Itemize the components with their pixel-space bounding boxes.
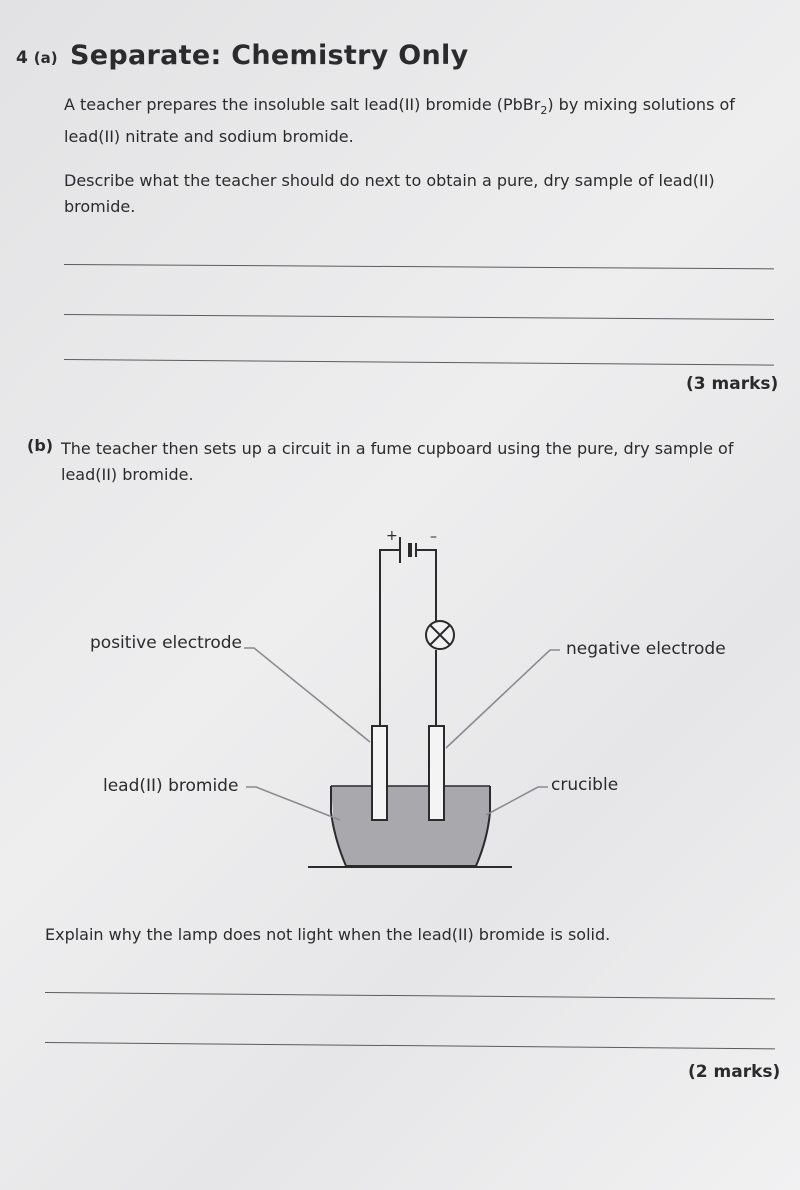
leader-crucible <box>486 787 548 815</box>
cell-icon <box>400 537 416 563</box>
lead-bromide-sample <box>331 786 490 866</box>
marks-part-a: (3 marks) <box>686 374 779 394</box>
leader-lead-bromide <box>246 787 340 820</box>
plus-sign: + <box>386 528 398 544</box>
part-b-marker: (b) <box>27 436 54 455</box>
leader-positive-electrode <box>244 648 370 742</box>
lamp-icon <box>426 621 454 649</box>
positive-electrode <box>372 726 387 820</box>
part-b-question: Explain why the lamp does not light when the lead(II) bromide is solid. <box>45 925 611 944</box>
label-lead-bromide: lead(II) bromide <box>103 776 239 796</box>
label-negative-electrode: negative electrode <box>566 639 726 659</box>
leader-negative-electrode <box>446 650 560 748</box>
question-number: 4 (a) <box>16 48 58 68</box>
section-title: Separate: Chemistry Only <box>70 40 469 71</box>
part-a-intro: A teacher prepares the insoluble salt lead(II) bromide (PbBr$_2$) by mixing solutions of lead(II) nitrate and sodium bromide. <box>64 95 735 147</box>
negative-electrode <box>429 726 444 820</box>
label-positive-electrode: positive electrode <box>90 633 243 653</box>
part-a-question: Describe what the teacher should do next to obtain a pure, dry sample of lead(II) bromide. <box>64 171 715 216</box>
label-crucible: crucible <box>551 775 619 795</box>
minus-sign: – <box>430 529 437 545</box>
marks-part-b: (2 marks) <box>688 1062 781 1082</box>
part-b-intro: The teacher then sets up a circuit in a fume cupboard using the pure, dry sample of lead(II) bromide. <box>61 439 734 484</box>
wire-left <box>380 550 400 744</box>
wire-right-top <box>416 550 436 624</box>
